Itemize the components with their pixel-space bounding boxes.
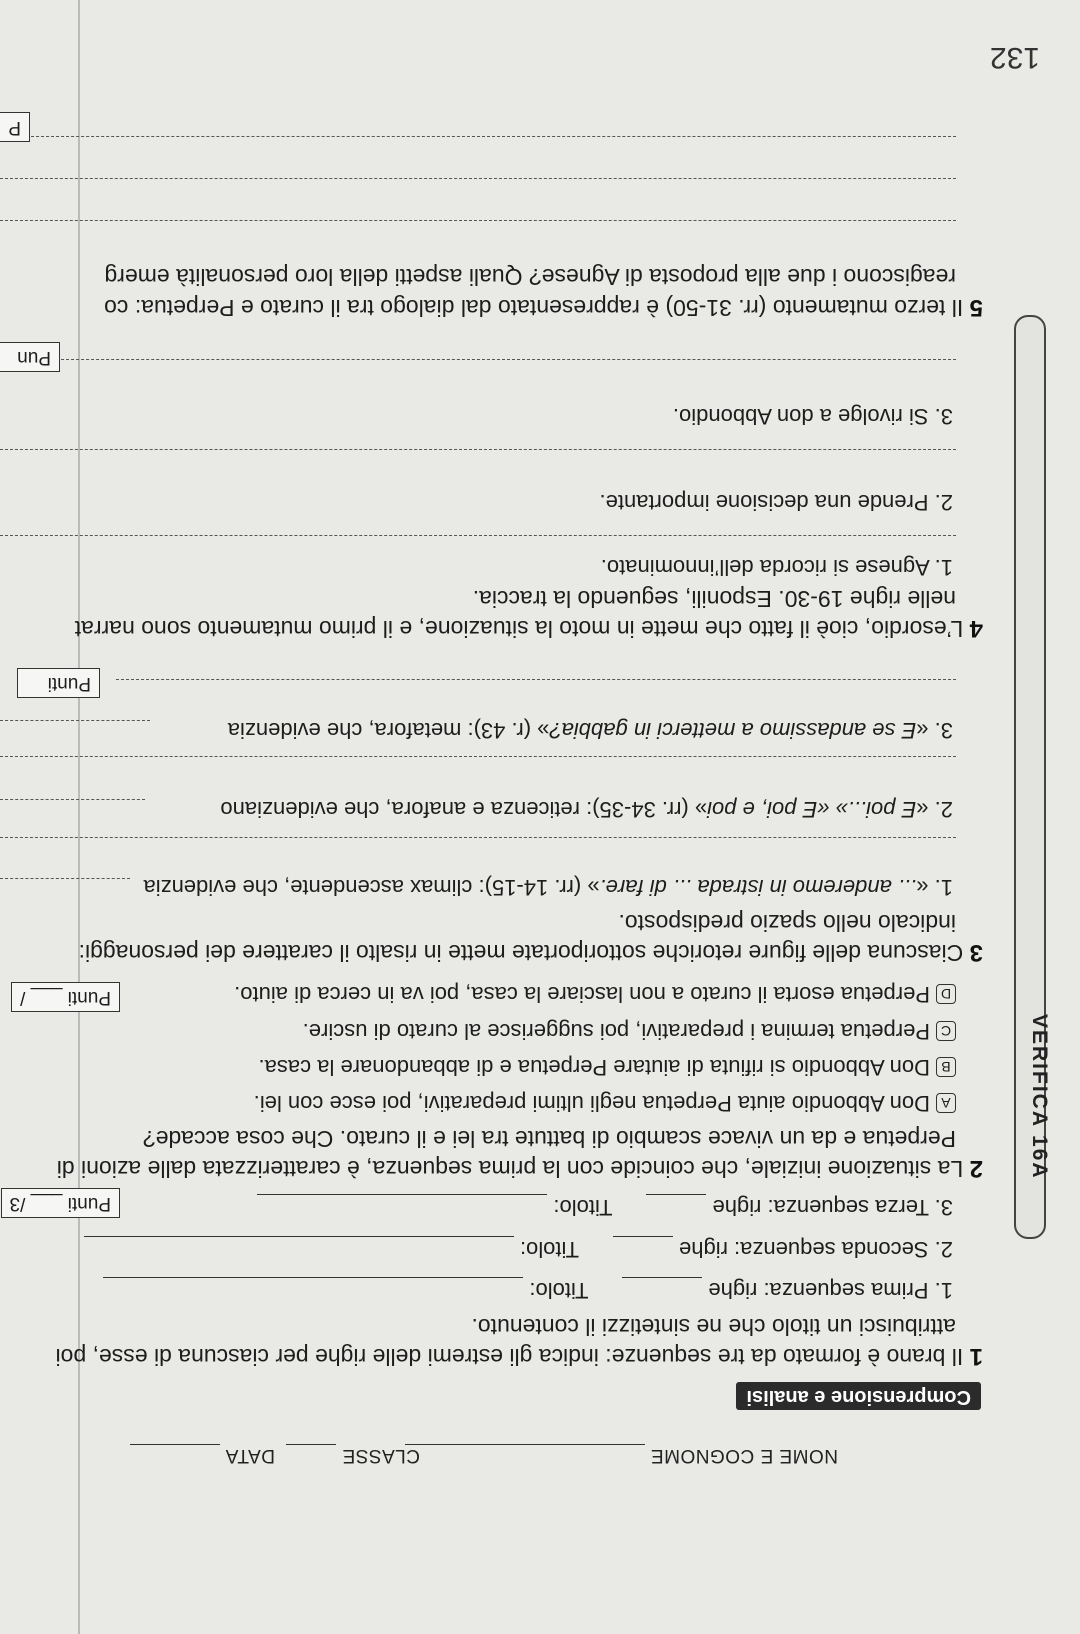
option-d-checkbox[interactable]: D: [936, 984, 956, 1004]
q2-option-b-text: Don Abbondio si rifiuta di aiutare Perpetua e di abbandonare la casa.: [258, 1055, 930, 1080]
date-label: DATA: [226, 1445, 275, 1466]
page-number: 132: [989, 41, 1040, 74]
side-tab-label: VERIFICA 16A: [1028, 1014, 1051, 1180]
q3-item-2-quote: E poi...» «E poi, e poi: [707, 797, 917, 822]
q1-text-line2: attribuisci un titolo che ne sintetizzi il contenuto.: [471, 1314, 956, 1340]
q1-score-box: Punti ___ /3: [1, 1188, 120, 1218]
q3-item-2-num: 2. «: [916, 797, 953, 822]
q3-item-3: [228, 717, 953, 743]
q2-option-a-text: Don Abbondio aiuta Perpetua negli ultimi preparativi, poi esce con lei.: [253, 1091, 930, 1116]
q2-option-a[interactable]: [254, 1090, 956, 1116]
q3-item-3-num: 3. «: [916, 718, 953, 743]
q3-text-line2: indicalo nello spazio predisposto.: [618, 910, 956, 936]
q3-item-2-answer-line-a[interactable]: [0, 799, 145, 800]
q3-item-1-rest: » (rr. 14-15): climax ascendente, che evidenzia: [143, 875, 600, 900]
q3-item-2-answer-line[interactable]: [0, 756, 956, 757]
q3-item-3-answer-line[interactable]: [116, 679, 956, 680]
q2-option-c-text: Perpetua termina i preparativi, poi suggerisce al curato di uscire.: [302, 1019, 930, 1044]
q3-item-3-rest: » (r. 43): metafora, che evidenzia: [227, 718, 550, 743]
q4-item-2: 2. Prende una decisione importante.: [599, 490, 953, 515]
q4-text-line1: [75, 613, 983, 644]
q2-text: La situazione iniziale, che coincide con la prima sequenza, è caratterizzata dalle azioni di: [56, 1156, 964, 1182]
q4-item-3-answer-line[interactable]: [56, 359, 956, 360]
q1-item-3-title-blank[interactable]: [257, 1194, 547, 1213]
date-blank[interactable]: [130, 1444, 220, 1463]
q2-option-b[interactable]: [259, 1054, 956, 1080]
q1-item-2-lines-blank[interactable]: [613, 1236, 673, 1255]
q3-text: Ciascuna delle figure retoriche sottoriportate mette in risalto il carattere dei personaggi:: [78, 940, 964, 966]
q4-item-1-answer-line[interactable]: [0, 535, 956, 536]
q5-text-line1: [104, 292, 983, 323]
class-blank[interactable]: [286, 1444, 336, 1463]
q3-item-3-quote: E se andassimo a metterci in gabbia?: [549, 718, 917, 743]
q3-number: 3: [969, 939, 983, 966]
name-label: NOME E COGNOME: [650, 1445, 838, 1466]
q2-option-d[interactable]: [234, 981, 956, 1007]
q4-text-line2: nelle righe 19-30. Esponili, seguendo la traccia.: [472, 586, 956, 612]
q1-item-3: [257, 1194, 953, 1220]
class-field: [286, 1444, 420, 1466]
q2-text-line1: [57, 1153, 983, 1184]
q2-option-d-text: Perpetua esorta il curato a non lasciare la casa, poi va in cerca di aiuto.: [234, 982, 930, 1007]
q3-item-3-answer-line-a[interactable]: [0, 720, 150, 721]
section-title: Comprensione e analisi: [736, 1382, 981, 1410]
q1-item-1-lines-blank[interactable]: [622, 1277, 702, 1296]
option-b-checkbox[interactable]: B: [936, 1057, 956, 1077]
q1-item-1: [103, 1277, 953, 1303]
q3-item-1-quote: ... anderemo in istrada ... di fare.: [599, 875, 917, 900]
q2-option-c[interactable]: [303, 1018, 956, 1044]
q1-text: Il brano è formato da tre sequenze: indica gli estremi delle righe per ciascuna di esse, poi: [55, 1344, 964, 1370]
q1-item-3-label: 3. Terza sequenza: righe: [712, 1195, 953, 1220]
q3-text-line1: [79, 937, 983, 968]
date-field: [130, 1444, 275, 1466]
q3-item-2-rest: » (rr. 34-35): reticenza e anafora, che evidenziano: [220, 797, 708, 822]
page-fold-line: [79, 0, 81, 1634]
q1-item-2-title-label: Titolo:: [519, 1237, 580, 1262]
q4-number: 4: [969, 615, 983, 642]
q3-item-2: [220, 796, 953, 822]
q1-number: 1: [969, 1343, 983, 1370]
q3-score-box: Punti: [17, 668, 100, 698]
option-c-checkbox[interactable]: C: [936, 1021, 956, 1041]
q3-item-1-answer-line-a[interactable]: [0, 878, 130, 879]
q1-item-1-title-label: Titolo:: [529, 1278, 589, 1303]
q5-answer-line-3[interactable]: [26, 136, 956, 137]
q5-answer-line-2[interactable]: [0, 178, 956, 179]
q3-item-1-num: 1. «: [916, 875, 953, 900]
q1-item-2: [84, 1236, 953, 1262]
q5-answer-line-1[interactable]: [0, 220, 956, 221]
q1-item-1-title-blank[interactable]: [103, 1277, 523, 1296]
q2-text-line2: Perpetua e da un vivace scambio di battute tra lei e il curato. Che cosa accade?: [142, 1126, 956, 1152]
name-field: [405, 1444, 838, 1466]
q5-score-box: P: [0, 112, 30, 142]
q5-text-line2: reagiscono i due alla proposta di Agnese? Quali aspetti della loro personalità emerg: [104, 264, 956, 290]
q4-score-box: Pun: [0, 342, 60, 372]
q2-number: 2: [969, 1155, 983, 1182]
q1-item-2-label: 2. Seconda sequenza: righe: [679, 1237, 953, 1262]
q2-score-box: Punti ___ /: [11, 982, 120, 1012]
q1-item-1-label: 1. Prima sequenza: righe: [708, 1278, 953, 1303]
q4-item-2-answer-line[interactable]: [0, 449, 956, 450]
q5-text: Il terzo mutamento (rr. 31-50) è rappresentato dal dialogo tra il curato e Perpetua: co: [104, 295, 964, 321]
q1-text-line1: [56, 1341, 983, 1372]
q4-text: L’esordio, cioè il fatto che mette in moto la situazione, e il primo mutamento sono narrat: [74, 616, 964, 642]
q1-item-2-title-blank[interactable]: [84, 1236, 514, 1255]
q1-item-3-title-label: Titolo:: [553, 1195, 613, 1220]
q5-number: 5: [969, 294, 983, 321]
q4-item-1: 1. Agnese si ricorda dell’innominato.: [600, 555, 953, 580]
q3-item-1-answer-line[interactable]: [0, 837, 956, 838]
option-a-checkbox[interactable]: A: [936, 1093, 956, 1113]
q4-item-3: 3. Si rivolge a don Abbondio.: [672, 404, 953, 429]
q1-item-3-lines-blank[interactable]: [646, 1194, 706, 1213]
name-blank[interactable]: [405, 1444, 645, 1463]
class-label: CLASSE: [342, 1445, 420, 1466]
q3-item-1: [143, 874, 953, 900]
